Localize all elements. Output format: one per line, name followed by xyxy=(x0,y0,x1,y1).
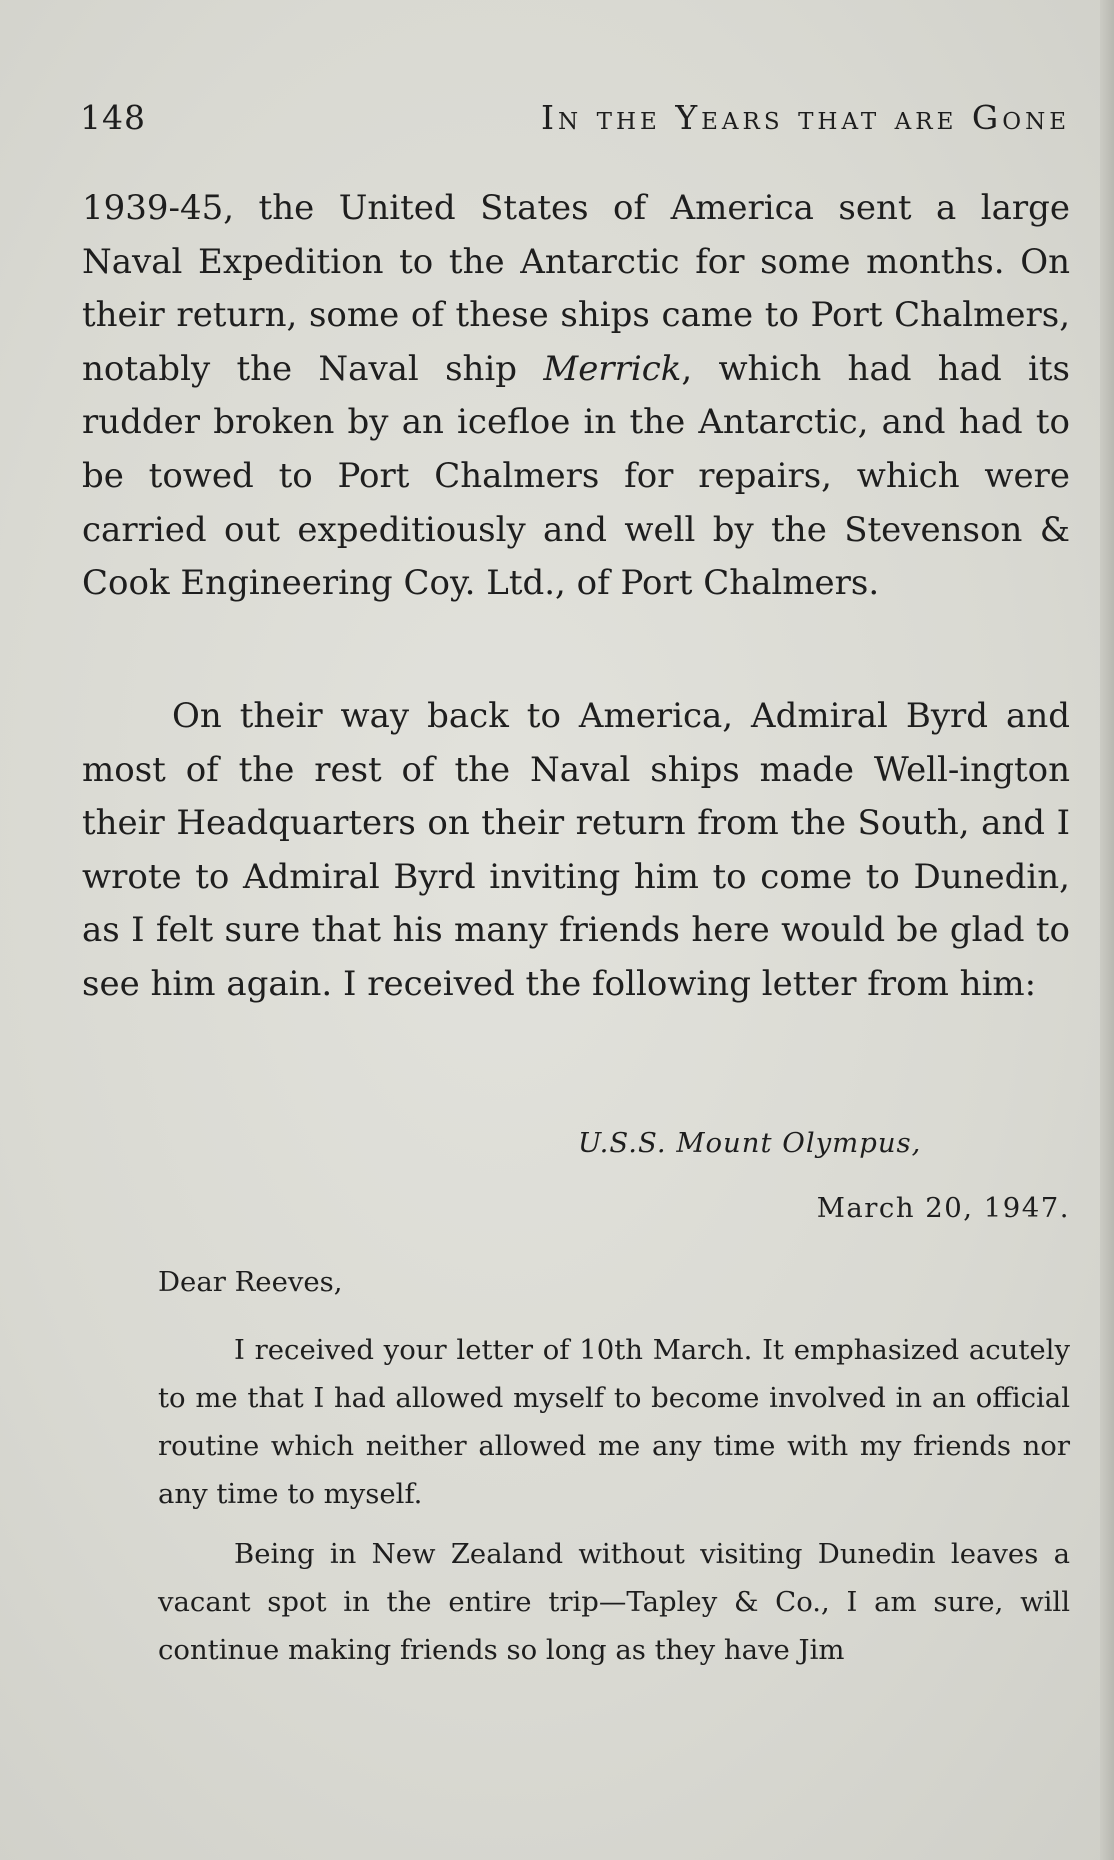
letter-ship-name: Mount Olympus, xyxy=(676,1127,922,1159)
letter-salutation: Dear Reeves, xyxy=(158,1266,343,1298)
body-paragraph-1-text: 1939-45, the United States of America sent a large Naval Expedition to the Antarctic for some months. On their return, some of these ships came to Port Chalmers, notably the Naval ship xyxy=(82,188,1070,389)
body-paragraph-1-continuation: , which had had its rudder broken by an icefloe in the Antarctic, and had to be towed to Port Chalmers for repairs, which were carried out expeditiously and well by the Stevenson & Cook Engineering Coy. Ltd., of Port Chalmers. xyxy=(82,348,1070,604)
running-head-title: In the Years that are Gone xyxy=(541,98,1070,137)
letter-paragraph-1: I received your letter of 10th March. It emphasized acutely to me that I had allowed myself to become involved in an official routine which neither allowed me any time with my friends nor any time to myself. xyxy=(158,1334,1070,1510)
page-edge xyxy=(1100,0,1114,1860)
letter-ship-prefix: U.S.S. xyxy=(578,1127,677,1159)
letter-paragraph-2: Being in New Zealand without visiting Dunedin leaves a vacant spot in the entire trip—Tapley & Co., I am sure, will continue making friends so long as they have Jim xyxy=(158,1538,1070,1666)
body-paragraph-2: On their way back to America, Admiral Byrd and most of the rest of the Naval ships made Well-ington their Headquarters on their return from the South, and I wrote to Admiral Byrd inviting him to come to Dunedin, as I felt sure that his many friends here would be glad to see him again. I received the following letter from him: xyxy=(82,696,1070,1004)
letter-date: March 20, 1947. xyxy=(816,1192,1070,1224)
ship-name-merrick: Merrick xyxy=(543,348,682,389)
body-paragraph-1 xyxy=(82,182,1070,611)
page-number: 148 xyxy=(80,98,146,137)
letter-ship-heading xyxy=(578,1123,921,1163)
running-head xyxy=(80,98,1070,138)
